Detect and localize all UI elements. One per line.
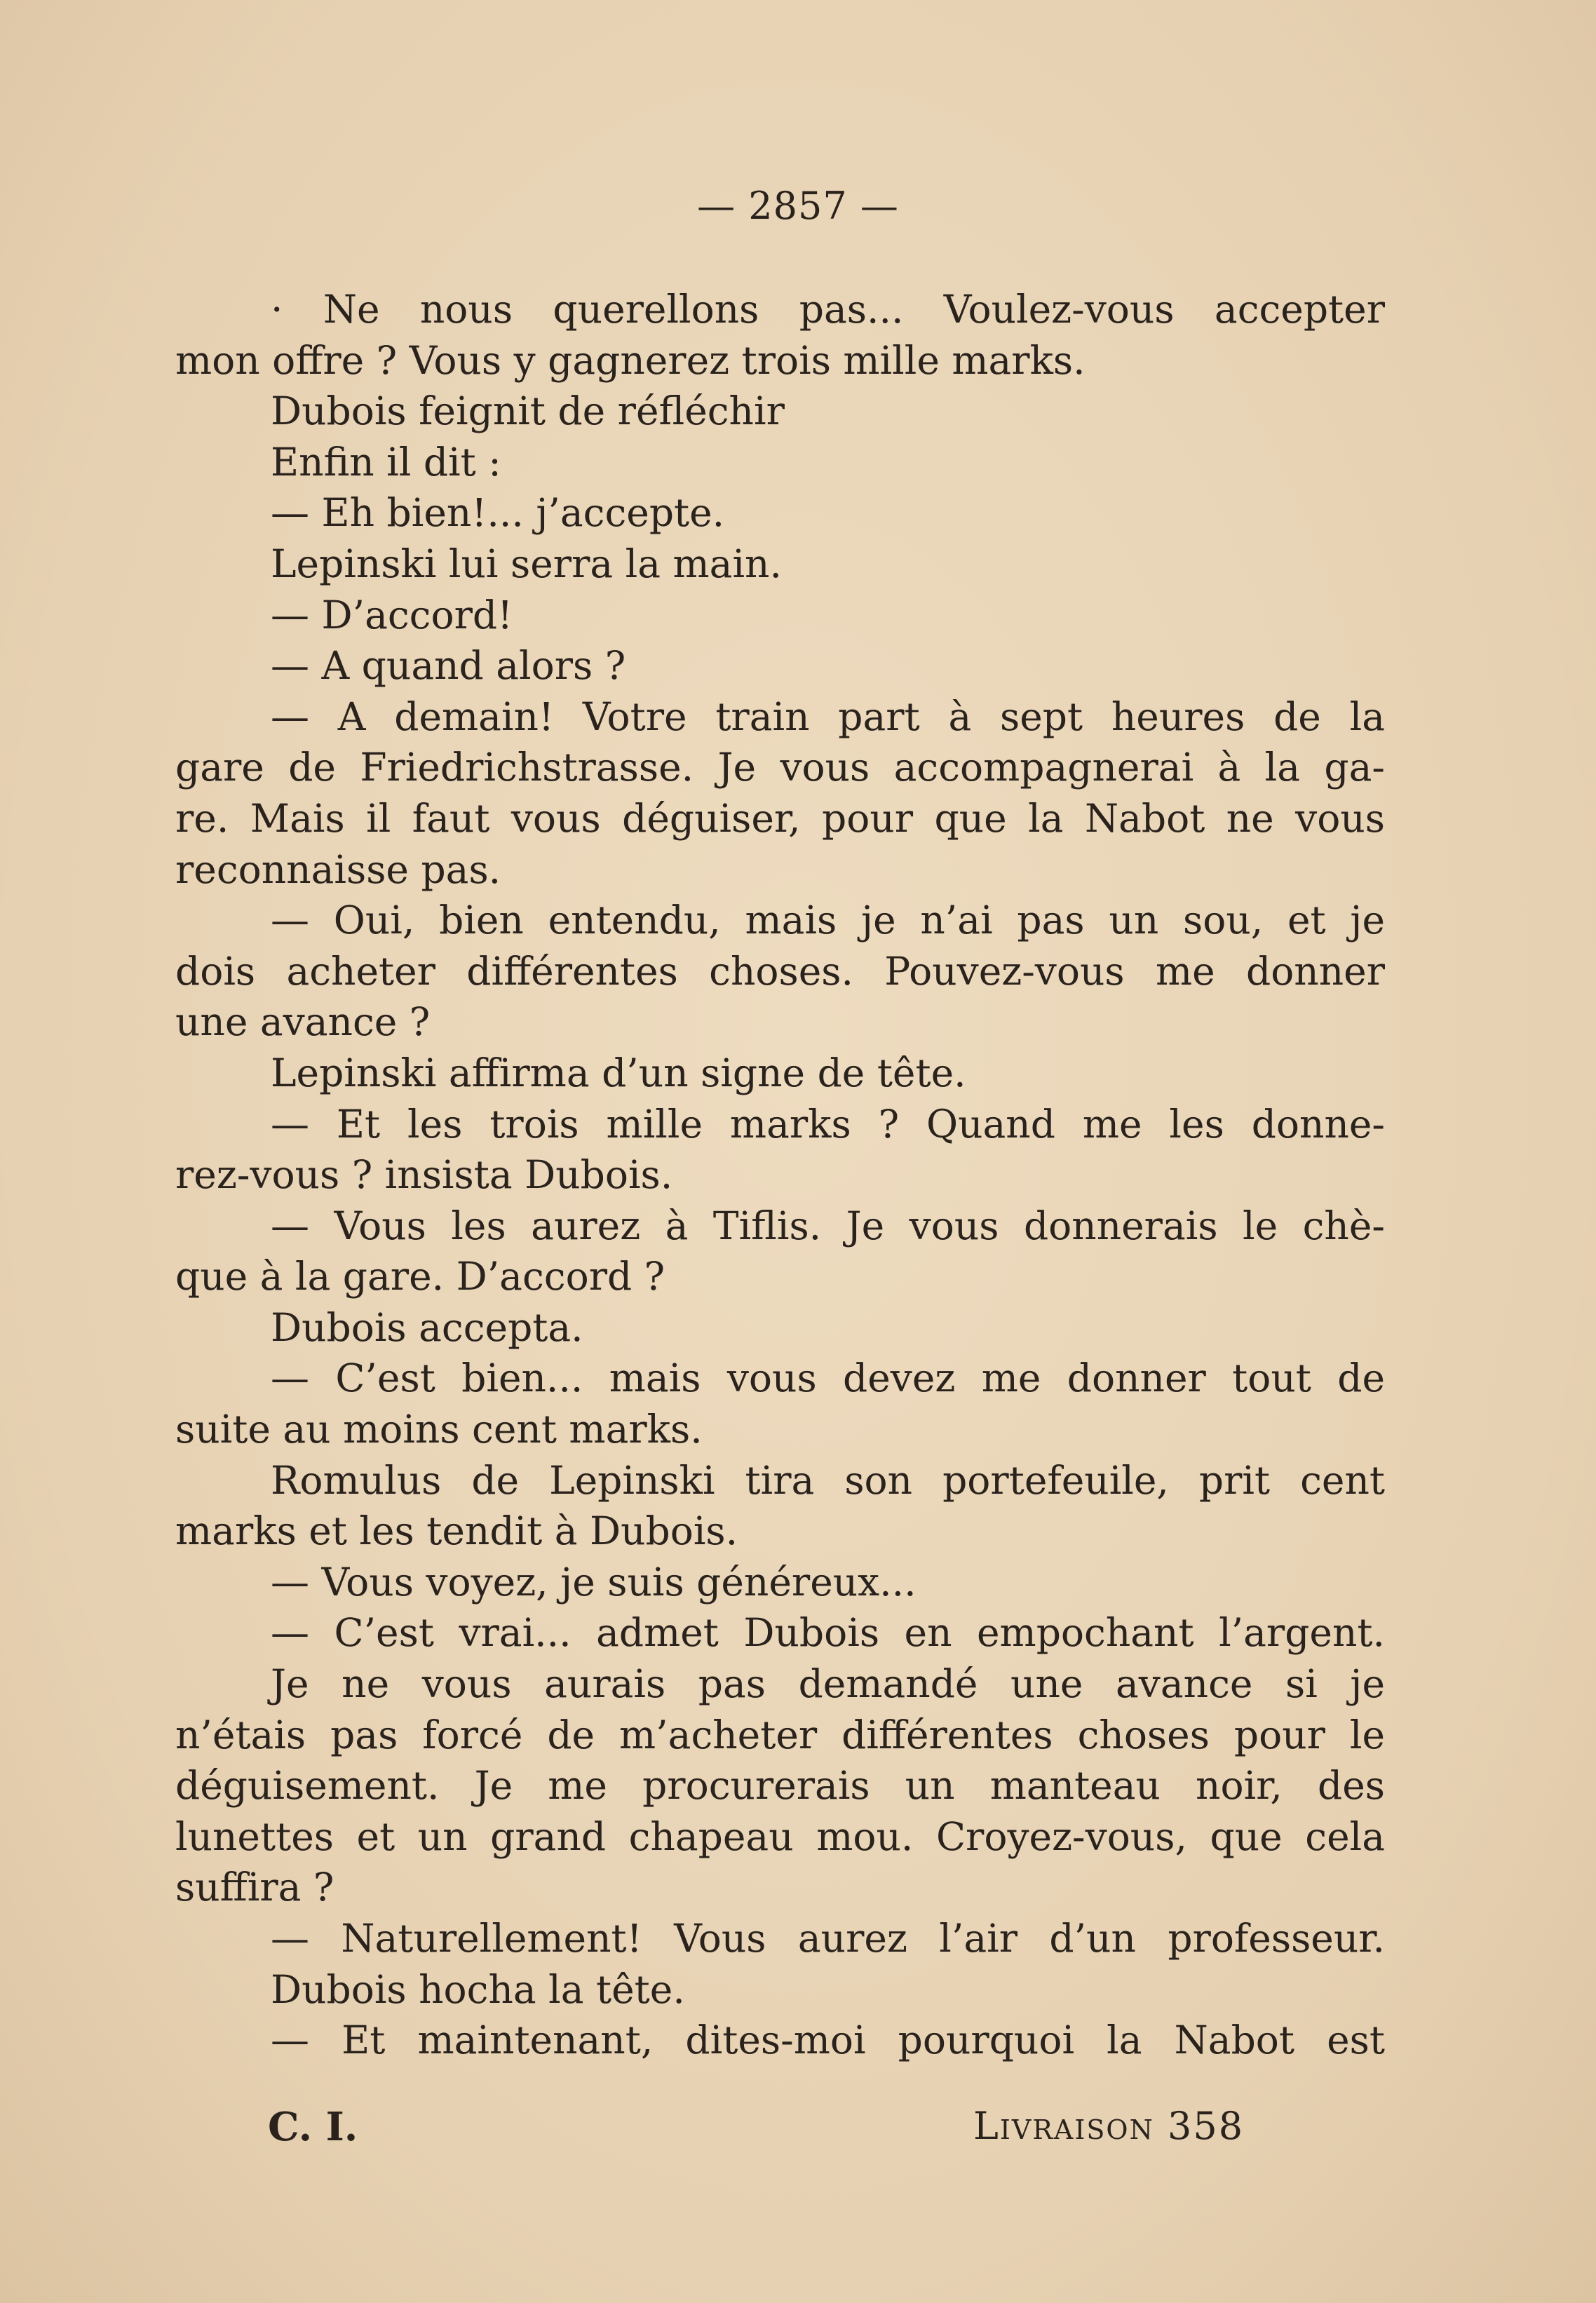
body-text (175, 284, 1385, 2066)
text-line: gare de Friedrichstrasse. Je vous accompagnerai à la ga- (175, 745, 1385, 790)
text-line: — C’est bien... mais vous devez me donner tout de (271, 1356, 1385, 1401)
text-line: — D’accord! (271, 592, 513, 637)
text-line: re. Mais il faut vous déguiser, pour que la Nabot ne vous (175, 795, 1385, 841)
text-line: Lepinski affirma d’un signe de tête. (271, 1050, 966, 1095)
text-line: suite au moins cent marks. (175, 1407, 703, 1452)
text-line: une avance ? (175, 999, 431, 1045)
text-line: déguisement. Je me procurerais un manteau noir, des (175, 1763, 1385, 1809)
text-line: Je ne vous aurais pas demandé une avance si je (271, 1661, 1385, 1707)
text-line: Dubois hocha la tête. (271, 1966, 685, 2012)
text-line: · Ne nous querellons pas... Voulez-vous accepter (271, 287, 1385, 332)
text-line: suffira ? (175, 1865, 334, 1910)
text-line: — A quand alors ? (271, 643, 626, 689)
text-line: marks et les tendit à Dubois. (175, 1508, 738, 1554)
text-line: — A demain! Votre train part à sept heures de la (271, 694, 1385, 739)
text-line: — C’est vrai... admet Dubois en empochant l’argent. (271, 1610, 1385, 1656)
text-line: — Vous voyez, je suis généreux... (271, 1559, 917, 1605)
text-line: Romulus de Lepinski tira son portefeuile, prit cent (271, 1457, 1385, 1503)
text-line: — Vous les aurez à Tiflis. Je vous donnerais le chè- (271, 1203, 1385, 1248)
page-number: — 2857 — (697, 184, 899, 228)
text-line: lunettes et un grand chapeau mou. Croyez-vous, que cela (175, 1814, 1385, 1859)
text-line: Enfin il dit : (271, 439, 501, 485)
text-line: Lepinski lui serra la main. (271, 541, 782, 586)
text-line: Dubois feignit de réfléchir (271, 389, 785, 434)
text-line: — Et maintenant, dites-moi pourquoi la Nabot est (271, 2018, 1385, 2063)
text-line: — Oui, bien entendu, mais je n’ai pas un sou, et je (271, 898, 1385, 943)
text-line: mon offre ? Vous y gagnerez trois mille marks. (175, 337, 1086, 383)
text-line: reconnaisse pas. (175, 846, 501, 892)
footer-livraison: Livraison 358 (973, 2104, 1245, 2148)
text-line: rez-vous ? insista Dubois. (175, 1152, 673, 1198)
text-line: — Eh bien!... j’accepte. (271, 490, 725, 536)
text-line: dois acheter différentes choses. Pouvez-vous me donner (175, 948, 1385, 994)
text-line: que à la gare. D’accord ? (175, 1254, 665, 1299)
footer-signature: C. I. (268, 2104, 358, 2150)
text-line: Dubois accepta. (271, 1304, 583, 1350)
text-line: — Et les trois mille marks ? Quand me les donne- (271, 1101, 1385, 1147)
text-line: — Naturellement! Vous aurez l’air d’un professeur. (271, 1916, 1385, 1961)
text-line: n’étais pas forcé de m’acheter différentes choses pour le (175, 1712, 1385, 1757)
